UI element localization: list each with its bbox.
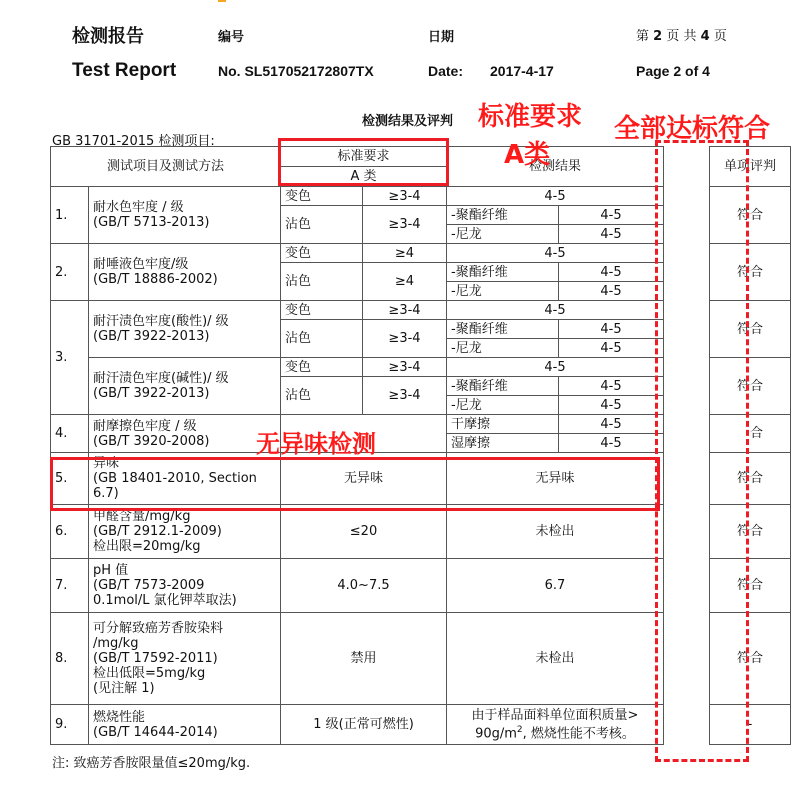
- footnote: 注: 致癌芳香胺限量值≤20mg/kg.: [52, 756, 251, 771]
- annotation-all-compliant: 全部达标符合: [614, 114, 771, 144]
- report-title-cn: 检测报告: [72, 26, 144, 47]
- report-number: No. SL517052172807TX: [218, 63, 374, 79]
- date-label-cn: 日期: [428, 30, 455, 45]
- table-row: 9. 燃烧性能 (GB/T 14644-2014) 1 级(正常可燃性) 由于样品面料单位面积质量> $90g/m^2$, 燃烧性能不考核。 -: [51, 705, 791, 745]
- table-row: 2. 耐唾液色牢度/级 (GB/T 18886-2002) 变色 ≥4 4-5 符合: [51, 244, 791, 263]
- header-requirement: 标准要求 A 类: [281, 147, 447, 187]
- table-row: 6. 甲醛含量/mg/kg (GB/T 2912.1-2009) 检出限=20mg/kg ≤20 未检出 符合: [51, 505, 791, 559]
- table-row: 7. pH 值 (GB/T 7573-2009 0.1mol/L 氯化钾萃取法) 4.0~7.5 6.7 符合: [51, 559, 791, 613]
- annotation-standard-req: 标准要求: [478, 102, 583, 132]
- orange-accent-mark: [218, 0, 226, 2]
- number-label-cn: 编号: [218, 30, 245, 45]
- report-title-en: Test Report: [72, 60, 177, 81]
- test-results-table: 测试项目及测试方法 标准要求 A 类 检测结果 单项评判 1. 耐水色牢度 / 级 (GB/T 5713-2013) 变色 ≥3-4 4-5 符合 沾色 ≥3-4 -聚酯纤维 4-5 -尼龙 4-5 2. 耐唾液色牢度/级 (GB/T 18886-2002) 变色 ≥4 4-5 符合 沾色 ≥4 -聚酯纤维 4-5 -尼龙 4-5 3. 耐汗渍色牢度(酸性)/ 级 (GB/T 3922-2013) 变色 ≥3-4 4-5 符合 沾色 ≥3-4 -聚酯纤维 4-5 -尼龙 4-5 耐汗渍色牢度(碱性)/ 级 (GB/T 3922-2013) 变色 ≥3-4 4-5 符合 沾色 ≥3-4 -聚酯纤维 4-5 -尼龙 4-5 4. 耐摩擦色牢度 / 级 (GB/T 3920-2008) 干摩擦 4-5 符合 湿摩擦 4-5 5. 异味 (GB 18401-2010, Section 6.7) 无异味 无异味 符合 6. 甲醛含量/mg/kg (GB/T 2912.1-2009) 检出限=20mg/kg ≤20 未检出 符合 7. pH 值 (GB/T 7573-2009 0.1mol/L 氯化钾萃取法) 4.0~7.5 6.7 符合 8. 可分解致癌芳香胺染料 /mg/kg (GB/T 17592-2011) 检出低限=5mg/kg (见注解 1) 禁用 未检出 符合 9. 燃烧性能 (GB/T 14644-2014) 1 级(正常可燃性) 由于样品面料单位面积质量> $90g/m^2$, 燃烧性能不考核。 -: [50, 146, 791, 745]
- table-row: 耐汗渍色牢度(碱性)/ 级 (GB/T 3922-2013) 变色 ≥3-4 4-5 符合: [51, 358, 791, 377]
- header-verdict: 单项评判: [710, 147, 791, 187]
- verdict-column-highlight-box: [655, 140, 749, 762]
- page-indicator-cn: 第 2 页 共 4 页: [636, 29, 727, 44]
- odor-row-highlight-box: [50, 457, 660, 511]
- standard-line: GB 31701-2015 检测项目:: [52, 134, 215, 149]
- table-row: 1. 耐水色牢度 / 级 (GB/T 5713-2013) 变色 ≥3-4 4-5 符合: [51, 187, 791, 206]
- section-caption: 检测结果及评判: [362, 114, 454, 129]
- requirement-highlight-box: [278, 138, 449, 186]
- annotation-no-odor: 无异味检测: [256, 430, 376, 458]
- table-row: 3. 耐汗渍色牢度(酸性)/ 级 (GB/T 3922-2013) 变色 ≥3-4 4-5 符合: [51, 301, 791, 320]
- table-row: 4. 耐摩擦色牢度 / 级 (GB/T 3920-2008) 干摩擦 4-5 符合: [51, 415, 791, 434]
- header-result: 检测结果: [447, 147, 664, 187]
- date-label-en: Date:: [428, 63, 464, 79]
- table-row: 8. 可分解致癌芳香胺染料 /mg/kg (GB/T 17592-2011) 检出低限=5mg/kg (见注解 1) 禁用 未检出 符合: [51, 613, 791, 705]
- report-date: 2017-4-17: [490, 63, 554, 79]
- burn-result: 由于样品面料单位面积质量> $90g/m^2$, 燃烧性能不考核。: [447, 705, 664, 745]
- header-item: 测试项目及测试方法: [51, 147, 281, 187]
- page-indicator-en: Page 2 of 4: [636, 63, 710, 79]
- annotation-class-a: A类: [504, 140, 551, 170]
- table-row: 5. 异味 (GB 18401-2010, Section 6.7) 无异味 无异味 符合: [51, 453, 791, 505]
